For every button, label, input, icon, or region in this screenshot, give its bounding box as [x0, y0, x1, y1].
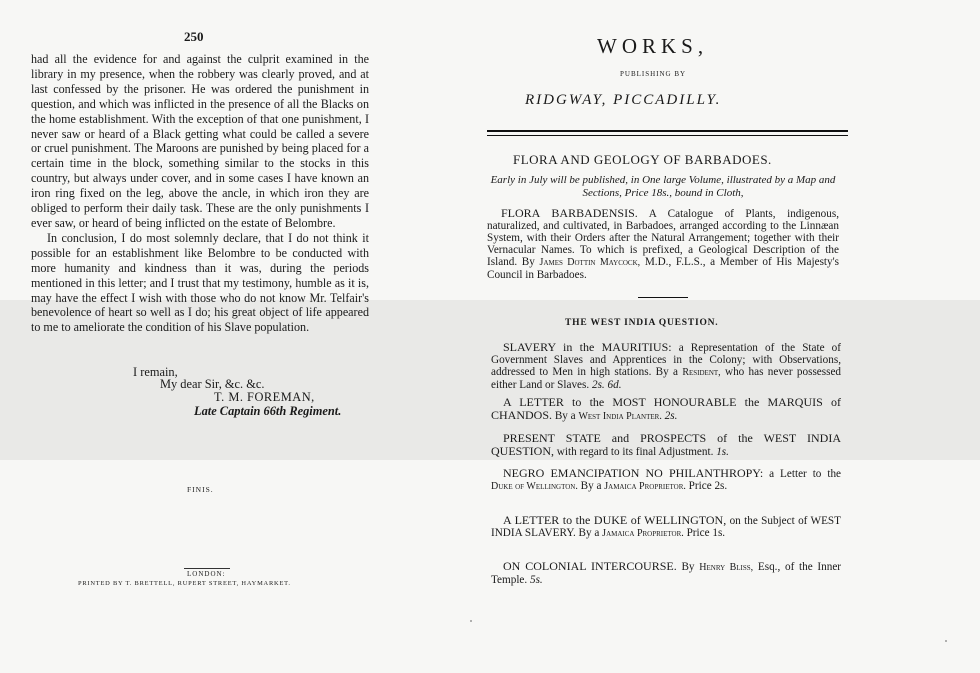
entry-text: Esq., of the Inner Temple. [491, 561, 842, 586]
flora-announcement: Early in July will be published, in One large Volume, illustrated by a Map and Sections, Price 18s., bound in Cloth, [490, 174, 836, 199]
finis-label: FINIS. [187, 485, 214, 494]
entry-author: Jamaica Proprietor. [602, 528, 684, 539]
flora-author: James Dottin Maycock, [539, 257, 641, 268]
entry-title: ON COLONIAL INTERCOURSE. [503, 559, 677, 573]
letter-body [31, 52, 369, 335]
signature-rank: Late Captain 66th Regiment. [194, 404, 342, 418]
flora-heading: FLORA AND GEOLOGY OF BARBADOES. [513, 152, 772, 167]
entry-text: a Letter to the [769, 468, 841, 480]
entry-author: Duke of Wellington. [491, 481, 578, 492]
book-entry [491, 396, 841, 423]
publishing-by: PUBLISHING BY [620, 70, 687, 78]
flora-desc-b: M.D., F.L.S., a Member of His Majesty's Council in Barbadoes. [487, 256, 839, 281]
header-rule-thick [487, 130, 848, 132]
printer-imprint: PRINTED BY T. BRETTELL, RUPERT STREET, HAYMARKET. [78, 580, 291, 587]
entry-text: on the Subject of WEST INDIA SLAVERY. By a [491, 515, 841, 539]
entry-text: with regard to its final Adjustment. [556, 446, 714, 458]
book-entry [491, 560, 841, 586]
flora-desc-a: A Catalogue of Plants, indigenous, naturalized, and cultivated, in Barbadoes, arranged according to the Linnæan System, with their Orders after the Natural Arrangement; together with their Vernacular Names. To which is prefixed, a Geological Description of the Island. By [487, 208, 839, 268]
letter-paragraph-2: In conclusion, I do most solemnly declare, that I do not think it possible for an establishment like Belombre to be conducted with more humanity and kindness than it was, during the periods mentioned in this letter; and I trust that my testimony, humble as it is, may have the effect I wish with those who do not know Mr. Telfair's benevolence of heart so well as I do; his great object of life appeared to me to ameliorate the condition of his Slave population. [31, 230, 369, 335]
entry-author: Jamaica Proprietor. [604, 481, 686, 492]
entry-title: A LETTER to the DUKE of WELLINGTON, [503, 513, 727, 527]
book-entry [491, 432, 841, 458]
closing-salutation: My dear Sir, &c. &c. [160, 377, 265, 391]
entry-author: Henry Bliss, [699, 562, 754, 573]
london-divider [184, 568, 230, 569]
entry-title: A LETTER to the MOST HONOURABLE the MARQUIS of CHANDOS. [491, 395, 841, 422]
entry-text: a Representation of the State of Government Slaves and Apprentices in the Colony; with Observations, addressed to Men in high stations. By a [491, 342, 841, 378]
entry-price: 1s. [716, 446, 729, 458]
entry-title: PRESENT STATE and PROSPECTS of the WEST INDIA QUESTION, [491, 431, 841, 458]
closing-remain: I remain, [133, 365, 178, 379]
entry-text: who has never possessed either Land or Slaves. [491, 366, 842, 391]
works-title: WORKS, [597, 34, 709, 58]
london-label: LONDON: [187, 570, 226, 578]
book-entry [491, 514, 841, 540]
entry-text: By a [554, 410, 576, 422]
entry-author: Resident, [682, 367, 721, 378]
entry-title: NEGRO EMANCIPATION NO PHILANTHROPY: [503, 466, 764, 480]
entry-title: SLAVERY in the MAURITIUS: [503, 340, 672, 354]
entry-price: Price 1s. [686, 527, 726, 539]
header-rule-thin [487, 135, 848, 136]
letter-paragraph-1: had all the evidence for and against the culprit examined in the library in my presence, when the robbery was clearly proved, and at last confessed by the prisoner. He was ordered the punishment in question, and which was inflicted in the presence of all the Blacks on the home establishment. With the exception of that one punishment, I never saw or heard of a Black getting what could be called a severe or cruel punishment. The Maroons are punished by being placed for a certain time in the block, something similar to the stocks in this country, but always under cover, and in some cases I have known an iron ring fixed on the leg, above the ancle, in which iron they are obliged to perform their daily task. These are the only punishments I ever saw, or heard of being inflicted on the estate of Belombre. [31, 52, 369, 230]
west-india-heading: THE WEST INDIA QUESTION. [565, 318, 719, 328]
book-entry [491, 467, 841, 493]
section-divider [638, 297, 688, 298]
entry-text: By a [580, 480, 602, 492]
entry-author: West India Planter. [578, 411, 662, 422]
flora-title: FLORA BARBADENSIS. [501, 206, 638, 220]
entry-price: Price 2s. [688, 480, 728, 492]
scan-speck [945, 640, 947, 642]
book-entry [491, 341, 841, 391]
entry-price: 2s. 6d. [591, 379, 622, 391]
scan-speck [470, 620, 472, 622]
publisher-name: RIDGWAY, PICCADILLY. [525, 92, 722, 108]
signature-name: T. M. FOREMAN, [214, 390, 315, 404]
entry-price: 2s. [664, 410, 678, 422]
entry-text: By [681, 561, 695, 573]
entry-price: 5s. [529, 574, 543, 586]
page-number: 250 [184, 29, 204, 44]
flora-description [487, 207, 839, 281]
